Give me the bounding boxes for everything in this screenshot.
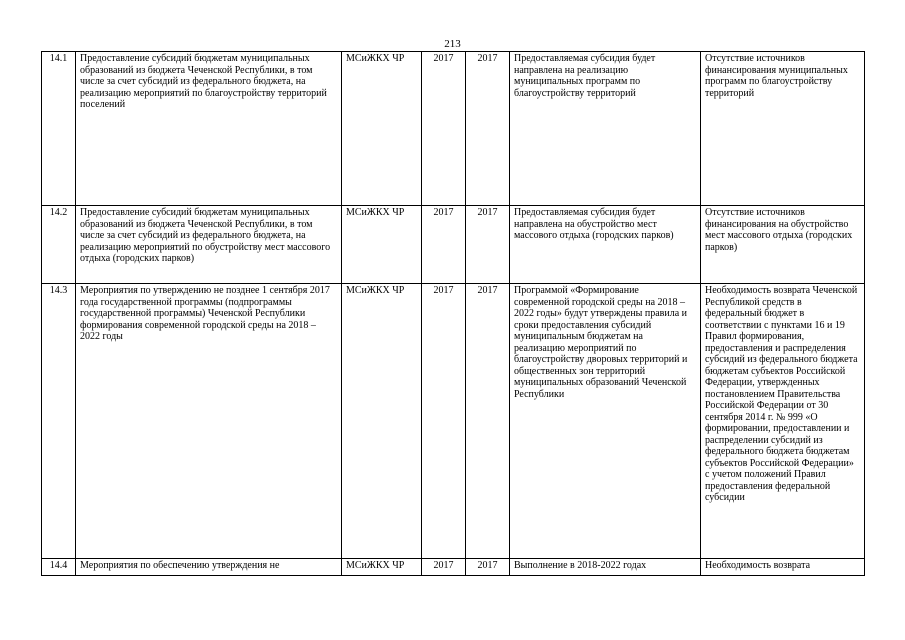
- consequence-cell: [701, 284, 865, 559]
- executor-cell: МСиЖКХ ЧР: [342, 52, 422, 206]
- result-text: Выполнение в 2018-2022 годах: [514, 560, 647, 571]
- start-year-cell: 2017: [422, 284, 466, 559]
- row-number: 14.1: [42, 52, 76, 206]
- activity-cell: [76, 284, 342, 559]
- measures-table: [41, 51, 865, 576]
- result-text: Программой «Формирование современной городской среды на 2018 – 2022 годы» будут утверждены правила и сроки предоставления субсидий муниципальным бюджетам на реализацию мероприятий по благоустройству дворовых территорий и общественных зон территорий муниципальных образований Чеченской Республики: [514, 285, 688, 400]
- activity-cell: [76, 206, 342, 284]
- executor-cell: МСиЖКХ ЧР: [342, 559, 422, 576]
- end-year-cell: 2017: [466, 559, 510, 576]
- result-text: Предоставляемая субсидия будет направлена на обустройство мест массового отдыха (городских парков): [514, 207, 674, 241]
- executor-cell: МСиЖКХ ЧР: [342, 284, 422, 559]
- end-year-cell: 2017: [466, 284, 510, 559]
- table-row: [42, 206, 865, 284]
- consequence-text: Необходимость возврата: [705, 560, 811, 571]
- consequence-cell: [701, 52, 865, 206]
- result-cell: [510, 52, 701, 206]
- table-row: [42, 52, 865, 206]
- activity-cell: [76, 52, 342, 206]
- activity-text: Предоставление субсидий бюджетам муниципальных образований из бюджета Чеченской Республики, в том числе за счет субсидий из федерального бюджета, на реализацию мероприятий по обустройству мест массового отдыха (городских парков): [80, 207, 331, 264]
- end-year-cell: 2017: [466, 206, 510, 284]
- row-number: 14.3: [42, 284, 76, 559]
- activity-text: Мероприятия по обеспечению утверждения не: [80, 560, 280, 571]
- result-text: Предоставляемая субсидия будет направлена на реализацию муниципальных программ по благоустройству территорий: [514, 53, 656, 99]
- result-cell: [510, 559, 701, 576]
- activity-text: Предоставление субсидий бюджетам муниципальных образований из бюджета Чеченской Республики, в том числе за счет субсидий из федерального бюджета, на реализацию мероприятий по благоустройству территорий поселений: [80, 53, 327, 110]
- row-number: 14.4: [42, 559, 76, 576]
- table-row: [42, 284, 865, 559]
- start-year-cell: 2017: [422, 206, 466, 284]
- result-cell: [510, 206, 701, 284]
- table-row: [42, 559, 865, 576]
- consequence-cell: [701, 206, 865, 284]
- row-number: 14.2: [42, 206, 76, 284]
- page-number: 213: [444, 38, 461, 50]
- executor-cell: МСиЖКХ ЧР: [342, 206, 422, 284]
- consequence-cell: [701, 559, 865, 576]
- start-year-cell: 2017: [422, 559, 466, 576]
- consequence-text: Отсутствие источников финансирования на обустройство мест массового отдыха (городских парков): [705, 207, 853, 253]
- activity-text: Мероприятия по утверждению не позднее 1 сентября 2017 года государственной программы (подпрограммы государственной программы) Чеченской Республики формирования современной городской среды на 2018 – 2022 годы: [80, 285, 330, 342]
- consequence-text: Необходимость возврата Чеченской Республикой средств в федеральный бюджет в соответствии с пунктами 16 и 19 Правил формирования, предоставления и распределения субсидий из федерального бюджета бюджетам субъектов Российской Федерации, утвержденных постановлением Правительства Российской Федерации от 30 сентября 2014 г. № 999 «О формировании, предоставлении и распределении субсидий из федерального бюджета бюджетам субъектов Российской Федерации» с учетом положений Правил предоставления федеральной субсидии: [705, 285, 858, 503]
- activity-cell: [76, 559, 342, 576]
- result-cell: [510, 284, 701, 559]
- start-year-cell: 2017: [422, 52, 466, 206]
- end-year-cell: 2017: [466, 52, 510, 206]
- consequence-text: Отсутствие источников финансирования муниципальных программ по благоустройству территорий: [705, 53, 848, 99]
